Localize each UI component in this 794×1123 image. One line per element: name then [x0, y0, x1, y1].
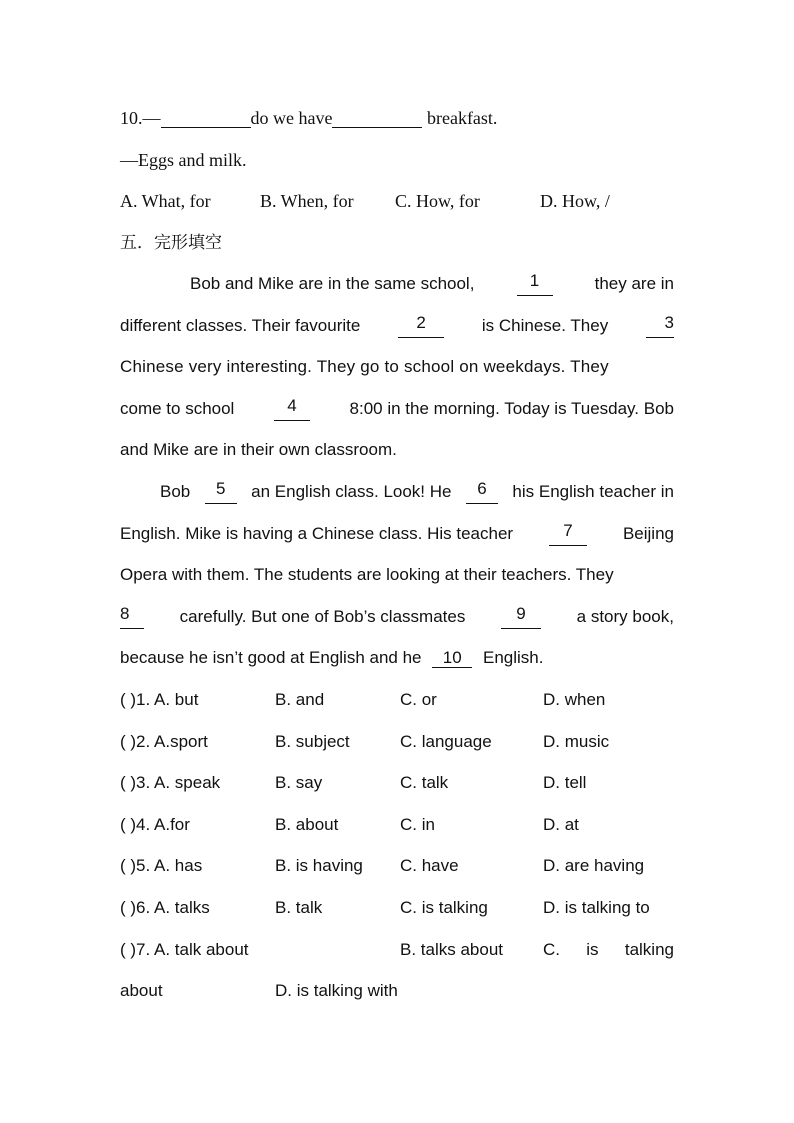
passage-line [190, 272, 674, 296]
blank-8: 8 [120, 605, 144, 629]
passage-text: they are in [594, 274, 674, 293]
option-c: C. or [400, 690, 437, 709]
passage-line [120, 522, 674, 546]
option-c: C. language [400, 732, 492, 751]
passage-line: and Mike are in their own classroom. [120, 440, 397, 459]
option-d: D. is talking with [275, 981, 398, 1000]
option-c [543, 938, 674, 962]
passage-text: his English teacher in [512, 482, 674, 501]
question-row [120, 813, 674, 837]
option-b: B. subject [275, 732, 350, 751]
passage-text: is Chinese. They [481, 316, 609, 335]
question-number: ( )5. A. has [120, 856, 203, 875]
question-number: ( )6. A. talks [120, 898, 210, 917]
option-b: B. is having [275, 856, 363, 875]
option-c-part: is [586, 940, 599, 959]
q10-answer: —Eggs and milk. [120, 150, 247, 170]
passage-text: carefully. But one of Bob’s classmates [179, 607, 466, 626]
option-c-part: talking [624, 940, 674, 959]
passage-line [160, 480, 674, 504]
passage-text: different classes. Their favourite [120, 316, 361, 335]
q10-option-d: D. How, / [540, 191, 610, 211]
question-row [120, 730, 674, 754]
option-c: C. is talking [400, 898, 488, 917]
option-c: C. have [400, 856, 459, 875]
option-d: D. at [543, 815, 579, 834]
option-c: C. in [400, 815, 435, 834]
q10-end: breakfast. [422, 108, 498, 128]
blank-6: 6 [466, 480, 498, 504]
blank-9: 9 [501, 605, 541, 629]
question-number: ( )4. A.for [120, 815, 190, 834]
blank-4: 4 [274, 397, 310, 421]
question-row [120, 896, 674, 920]
blank-10: 10 [432, 649, 472, 668]
q10-option-a: A. What, for [120, 191, 211, 211]
passage-line [120, 646, 674, 670]
passage-text: Bob and Mike are in the same school, [190, 274, 475, 293]
option-d: D. is talking to [543, 898, 650, 917]
option-d: D. music [543, 732, 610, 751]
question-row-7 [120, 938, 674, 962]
option-b: B. and [275, 690, 325, 709]
passage-line [120, 314, 674, 338]
passage-text: come to school [120, 399, 235, 418]
q10-option-c: C. How, for [395, 191, 480, 211]
option-c-part: C. [543, 940, 560, 959]
option-b: B. talks about [400, 940, 504, 959]
blank-5: 5 [205, 480, 237, 504]
q10-mid: do we have [250, 108, 333, 128]
q10-prefix: 10.— [120, 108, 161, 128]
option-d: D. tell [543, 773, 587, 792]
question-row [120, 688, 674, 712]
option-b: B. say [275, 773, 323, 792]
option-d: D. are having [543, 856, 645, 875]
passage-line: Opera with them. The students are looking at their teachers. They [120, 565, 614, 584]
question-number: ( )7. A. talk about [120, 940, 249, 959]
blank-1: 1 [517, 272, 553, 296]
passage-text: a story book, [576, 607, 674, 626]
blank-3: 3 [646, 314, 674, 338]
passage-text: because he isn’t good at English and he [120, 648, 422, 667]
passage-text: 8:00 in the morning. Today is Tuesday. Bob [349, 399, 674, 418]
q10-question [120, 106, 674, 130]
option-c: C. talk [400, 773, 449, 792]
question-row [120, 771, 674, 795]
blank-2: 2 [398, 314, 444, 338]
blank [332, 109, 422, 128]
q10-option-b: B. When, for [260, 191, 354, 211]
option-c-continued: about [120, 981, 163, 1000]
passage-line [120, 397, 674, 421]
passage-line: Chinese very interesting. They go to school on weekdays. They [120, 357, 609, 376]
question-number: ( )1. A. but [120, 690, 199, 709]
passage-text: English. [482, 648, 544, 667]
passage-text: an English class. Look! He [251, 482, 452, 501]
question-number: ( )2. A.sport [120, 732, 208, 751]
passage-text: Bob [160, 482, 191, 501]
blank-7: 7 [549, 522, 587, 546]
option-d: D. when [543, 690, 606, 709]
option-b: B. talk [275, 898, 323, 917]
question-number: ( )3. A. speak [120, 773, 221, 792]
passage-text: English. Mike is having a Chinese class. His teacher [120, 524, 514, 543]
option-b: B. about [275, 815, 339, 834]
question-row [120, 854, 674, 878]
passage-line [120, 605, 674, 629]
passage-text: Beijing [622, 524, 674, 543]
question-row-7-cont [120, 979, 674, 1003]
q10-options [120, 189, 674, 213]
section-title: 五．完形填空 [120, 233, 222, 253]
blank [161, 109, 251, 128]
